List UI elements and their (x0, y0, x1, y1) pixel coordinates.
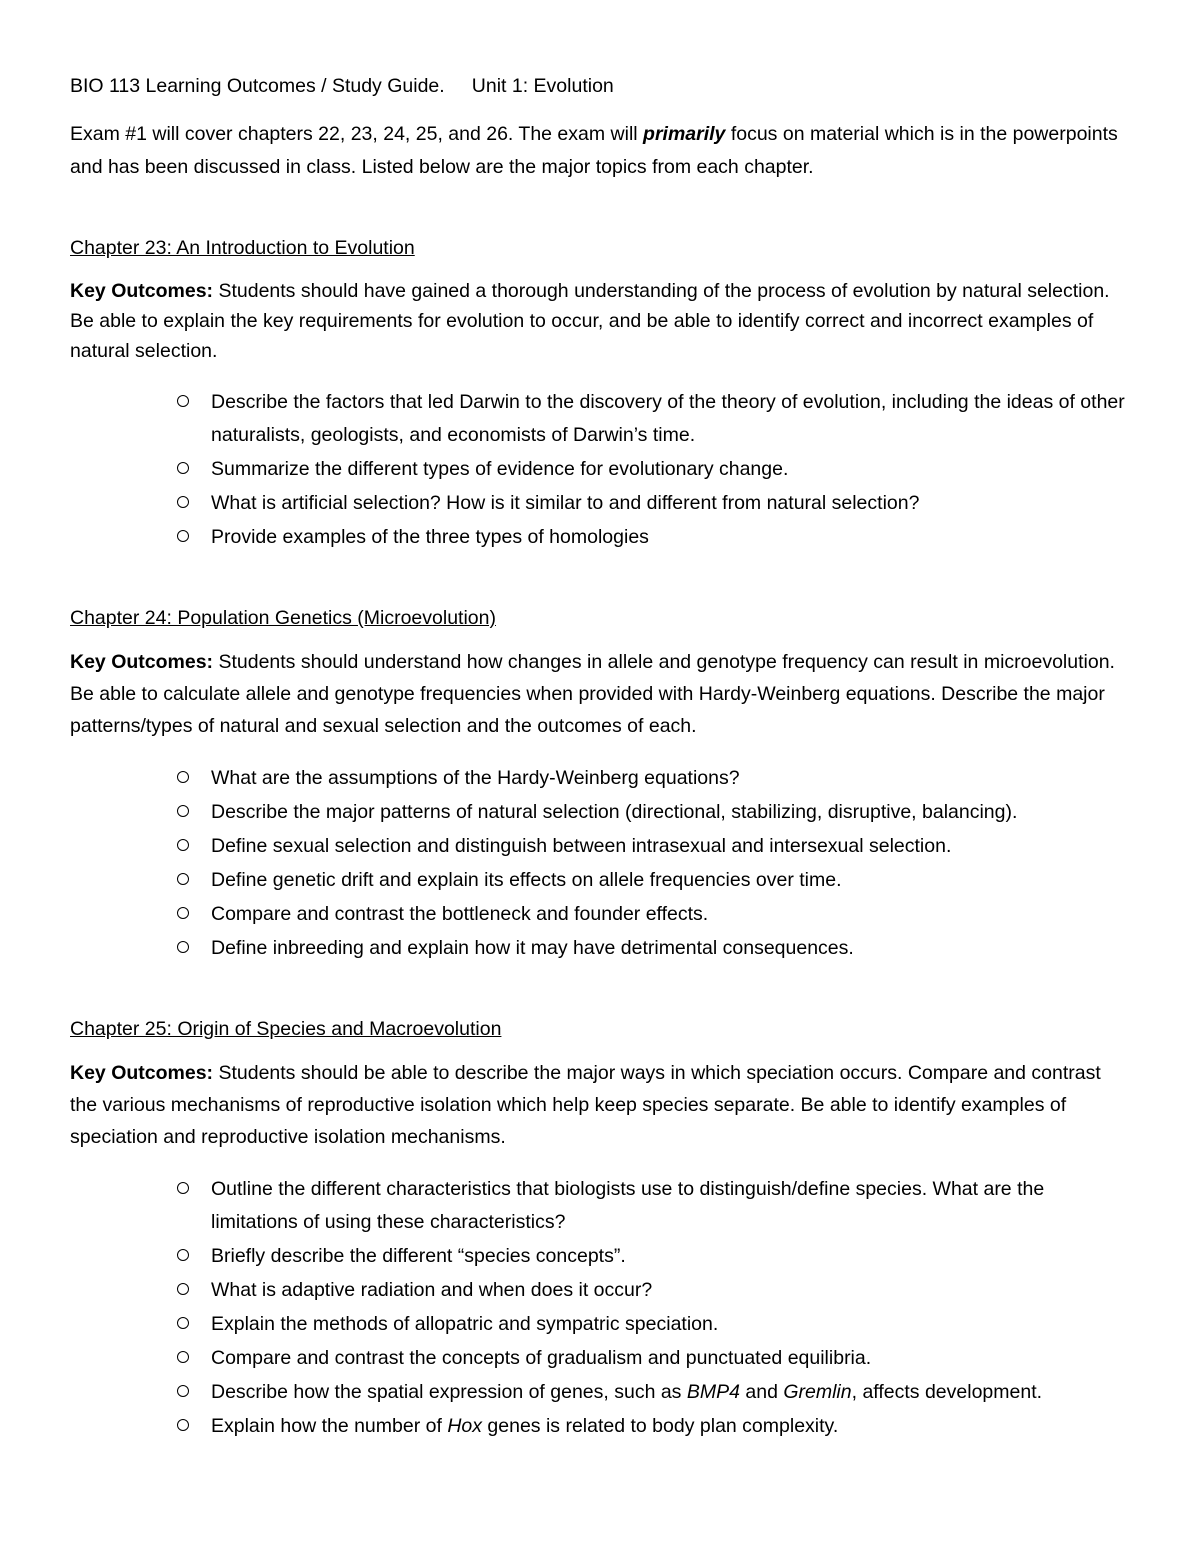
intro-emphasis: primarily (643, 123, 726, 145)
list-item-text: Describe how the spatial expression of genes, such as (211, 1381, 687, 1403)
list-item-text: Define inbreeding and explain how it may have detrimental consequences. (211, 937, 854, 959)
chapter-24-outcome-list (70, 762, 1130, 965)
chapter-24-heading: Chapter 24: Population Genetics (Microevolution) (70, 607, 496, 629)
list-item (211, 453, 1130, 486)
circle-bullet-icon (177, 1351, 189, 1363)
list-item-text: What is adaptive radiation and when does it occur? (211, 1279, 653, 1301)
circle-bullet-icon (177, 873, 189, 885)
gene-name-gremlin: Gremlin (783, 1381, 852, 1403)
list-item-text: Explain how the number of (211, 1415, 448, 1437)
circle-bullet-icon (177, 530, 189, 542)
intro-paragraph (70, 118, 1130, 184)
list-item-text: Summarize the different types of evidence for evolutionary change. (211, 458, 789, 480)
list-item (211, 487, 1130, 520)
circle-bullet-icon (177, 1419, 189, 1431)
list-item-text: Explain the methods of allopatric and sympatric speciation. (211, 1313, 719, 1335)
circle-bullet-icon (177, 462, 189, 474)
list-item-text: Compare and contrast the concepts of gradualism and punctuated equilibria. (211, 1347, 872, 1369)
list-item (211, 864, 1130, 897)
circle-bullet-icon (177, 1182, 189, 1194)
circle-bullet-icon (177, 496, 189, 508)
chapter-23-section (70, 234, 1130, 554)
circle-bullet-icon (177, 805, 189, 817)
list-item-text: Compare and contrast the bottleneck and founder effects. (211, 903, 709, 925)
chapter-25-outcome-list (70, 1173, 1130, 1443)
list-item (211, 1342, 1130, 1375)
document-title: BIO 113 Learning Outcomes / Study Guide. Unit 1: Evolution (70, 75, 614, 97)
key-outcomes-label: Key Outcomes: (70, 280, 214, 302)
circle-bullet-icon (177, 1385, 189, 1397)
list-item-text: and (739, 1381, 784, 1403)
list-item (211, 1173, 1130, 1239)
key-outcomes-text: Students should understand how changes in allele and genotype frequency can result in microevolution. Be able to calculate allele and genotype frequencies when provided with Hardy-Weinberg equations. Describe the major patterns/types of natural and sexual selection and the outcomes of each. (70, 651, 1115, 737)
chapter-23-key-outcomes (70, 276, 1130, 366)
intro-text-1: Exam #1 will cover chapters 22, 23, 24, 25, and 26. The exam will (70, 123, 644, 145)
list-item (211, 1308, 1130, 1341)
list-item (211, 762, 1130, 795)
study-guide-page (70, 72, 1130, 1444)
list-item (211, 898, 1130, 931)
circle-bullet-icon (177, 941, 189, 953)
chapter-23-heading: Chapter 23: An Introduction to Evolution (70, 237, 415, 259)
list-item-text: genes is related to body plan complexity. (482, 1415, 839, 1437)
list-item (211, 932, 1130, 965)
chapter-25-section (70, 1015, 1130, 1443)
list-item-text: Provide examples of the three types of homologies (211, 526, 649, 548)
key-outcomes-label: Key Outcomes: (70, 1062, 214, 1084)
circle-bullet-icon (177, 1283, 189, 1295)
chapter-24-key-outcomes (70, 646, 1130, 742)
list-item-text: What is artificial selection? How is it similar to and different from natural selection? (211, 492, 920, 514)
list-item-text: Outline the different characteristics that biologists use to distinguish/define species. What are the limitations of using these characteristics? (211, 1178, 1045, 1233)
chapter-25-key-outcomes (70, 1057, 1130, 1153)
key-outcomes-text: Students should be able to describe the major ways in which speciation occurs. Compare and contrast the various mechanisms of reproductive isolation which help keep species separate. Be able to identify examples of speciation and reproductive isolation mechanisms. (70, 1062, 1101, 1148)
list-item-text: Briefly describe the different “species concepts”. (211, 1245, 626, 1267)
list-item-text: Define sexual selection and distinguish between intrasexual and intersexual selection. (211, 835, 952, 857)
list-item (211, 386, 1130, 452)
key-outcomes-text: Students should have gained a thorough understanding of the process of evolution by natural selection. Be able to explain the key requirements for evolution to occur, and be able to identify correct and incorrect examples of natural selection. (70, 280, 1110, 362)
gene-name-bmp4: BMP4 (686, 1381, 740, 1403)
circle-bullet-icon (177, 395, 189, 407)
list-item (211, 521, 1130, 554)
circle-bullet-icon (177, 907, 189, 919)
circle-bullet-icon (177, 839, 189, 851)
circle-bullet-icon (177, 1249, 189, 1261)
list-item-text: Describe the major patterns of natural selection (directional, stabilizing, disruptive, balancing). (211, 801, 1018, 823)
circle-bullet-icon (177, 771, 189, 783)
chapter-23-outcome-list (70, 386, 1130, 554)
key-outcomes-label: Key Outcomes: (70, 651, 214, 673)
intro-text-2: focus on material which is in the powerpoints and has been discussed in class. Listed below are the major topics from each chapter. (70, 123, 1118, 178)
chapter-25-heading: Chapter 25: Origin of Species and Macroevolution (70, 1018, 502, 1040)
circle-bullet-icon (177, 1317, 189, 1329)
list-item (211, 1274, 1130, 1307)
list-item-text: Define genetic drift and explain its effects on allele frequencies over time. (211, 869, 842, 891)
list-item-text: Describe the factors that led Darwin to the discovery of the theory of evolution, including the ideas of other naturalists, geologists, and economists of Darwin’s time. (211, 391, 1125, 446)
list-item (211, 1376, 1130, 1409)
gene-name-hox: Hox (447, 1415, 482, 1437)
chapter-24-section (70, 604, 1130, 965)
list-item-text: , affects development. (851, 1381, 1043, 1403)
list-item (211, 1410, 1130, 1443)
list-item (211, 830, 1130, 863)
list-item-text: What are the assumptions of the Hardy-Weinberg equations? (211, 767, 740, 789)
list-item (211, 1240, 1130, 1273)
list-item (211, 796, 1130, 829)
